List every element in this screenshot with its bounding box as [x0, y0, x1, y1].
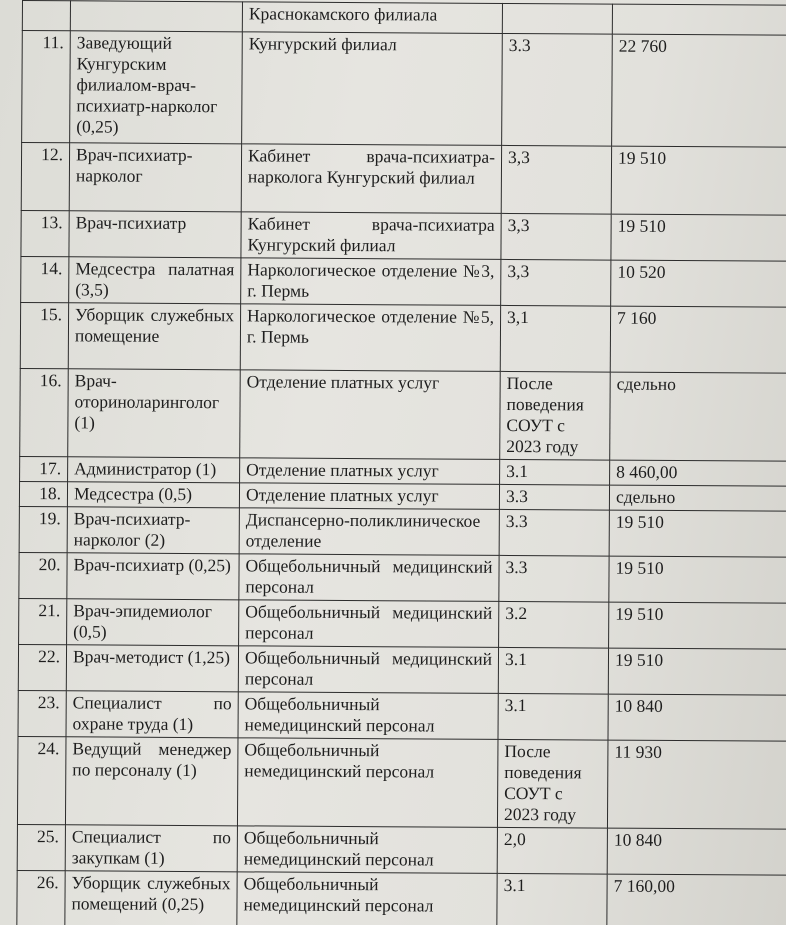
cell-salary: 22 760 [612, 34, 786, 147]
cell-class: 3.3 [502, 33, 613, 146]
table-row [21, 143, 786, 216]
cell-department: Кунгурский филиал [242, 32, 503, 146]
cell-position: Врач-психиатр [69, 211, 241, 258]
cell-class: 3,3 [501, 213, 611, 260]
cell-department: Общебольничный немедицинский персонал [237, 826, 497, 874]
cell-num: 13. [21, 210, 69, 256]
cell-num: 22. [18, 644, 66, 690]
cell-class [502, 3, 612, 34]
cell-num: 20. [19, 552, 67, 598]
cell-position: Врач-оториноларинголог (1) [68, 369, 241, 458]
cell-num: 16. [20, 368, 69, 456]
cell-num: 15. [20, 302, 68, 368]
cell-department: Наркологическое отделение №5, г. Пермь [240, 304, 500, 372]
table-row [20, 302, 786, 373]
cell-department: Общебольничный немедицинский персонал [238, 692, 498, 740]
cell-num: 17. [20, 456, 68, 481]
cell-position: Врач-психиатр-нарколог (2) [67, 507, 239, 554]
cell-salary: 10 520 [611, 260, 786, 307]
cell-position: Специалист по охране труда (1) [66, 691, 238, 738]
cell-salary: 19 510 [611, 214, 786, 261]
cell-position: Врач-психиатр (0,25) [67, 553, 239, 600]
cell-class: После поведения СОУТ с 2023 году [500, 371, 611, 460]
cell-department: Краснокамского филиала [242, 2, 502, 34]
table-row [22, 31, 786, 148]
cell-department: Общебольничный немедицинский персонал [237, 872, 497, 925]
table-row [18, 644, 786, 695]
cell-num: 25. [17, 824, 65, 870]
cell-position: Заведующий Кунгурским филиалом-врач-психиатр-нарколог (0,25) [70, 31, 243, 144]
table-row [17, 870, 786, 925]
cell-class: 3,1 [500, 305, 610, 372]
cell-department: Кабинет врача-психиатра-нарколога Кунгурский филиал [241, 144, 501, 214]
cell-num: 11. [22, 31, 71, 143]
cell-position: Врач-эпидемиолог (0,5) [67, 599, 239, 646]
cell-salary: 19 510 [611, 146, 786, 215]
table-row [21, 210, 786, 261]
cell-num: 14. [21, 256, 69, 302]
cell-salary [612, 4, 786, 35]
table-row [19, 598, 786, 649]
cell-salary: 19 510 [609, 602, 786, 649]
cell-salary: 10 840 [607, 828, 786, 875]
cell-class: 2,0 [497, 827, 607, 874]
table-row [19, 552, 786, 603]
cell-class: 3.3 [499, 509, 609, 556]
cell-department: Общебольничный медицинский персонал [239, 554, 499, 602]
cell-class: После поведения СОУТ с 2023 году [497, 739, 608, 828]
cell-department: Отделение платных услуг [239, 483, 499, 510]
cell-class: 3.3 [499, 555, 609, 602]
cell-department: Кабинет врача-психиатра Кунгурский филиал [241, 212, 501, 260]
cell-salary: 7 160,00 [607, 874, 786, 925]
staff-table [16, 0, 786, 925]
cell-num: 18. [19, 481, 67, 506]
cell-department: Диспансерно-поликлиническое отделение [239, 508, 499, 556]
cell-class: 3.1 [497, 873, 607, 925]
table-row [19, 506, 786, 557]
cell-position: Специалист по закупкам (1) [65, 825, 237, 872]
cell-position: Уборщик служебных помещений (0,25) [65, 871, 237, 925]
cell-class: 3.1 [498, 693, 608, 740]
cell-position: Администратор (1) [68, 457, 240, 483]
table-row-header-continuation [22, 1, 786, 36]
cell-class: 3.1 [498, 647, 608, 694]
table-row [21, 256, 786, 307]
cell-department: Общебольничный медицинский персонал [238, 646, 498, 694]
cell-position: Врач-методист (1,25) [66, 645, 238, 692]
cell-num: 26. [17, 870, 65, 925]
cell-department: Отделение платных услуг [240, 370, 501, 460]
cell-num: 23. [18, 690, 66, 736]
cell-salary: 19 510 [608, 648, 786, 695]
cell-class: 3.3 [499, 484, 609, 510]
cell-salary: 19 510 [609, 510, 786, 557]
cell-department: Общебольничный медицинский персонал [239, 600, 499, 648]
cell-class: 3,3 [501, 259, 611, 306]
cell-position: Ведущий менеджер по персоналу (1) [65, 737, 238, 826]
cell-salary: 10 840 [608, 694, 786, 741]
cell-salary: 7 160 [610, 306, 786, 373]
cell-class: 3.1 [500, 459, 610, 485]
cell-salary: сдельно [609, 485, 786, 511]
cell-salary: 8 460,00 [610, 460, 786, 486]
table-row [17, 736, 786, 829]
cell-class: 3,3 [501, 145, 611, 214]
cell-salary: 19 510 [609, 556, 786, 603]
table-row [20, 368, 786, 461]
cell-department: Отделение платных услуг [240, 458, 500, 485]
cell-position: Врач-психиатр-нарколог [69, 143, 241, 212]
cell-position [70, 1, 242, 32]
cell-num: 24. [17, 736, 66, 824]
cell-salary: сдельно [610, 372, 786, 461]
cell-num [22, 1, 70, 31]
cell-num: 19. [19, 506, 67, 552]
cell-class: 3.2 [499, 601, 609, 648]
cell-num: 21. [19, 598, 67, 644]
cell-position: Медсестра (0,5) [67, 482, 239, 508]
cell-position: Медсестра палатная (3,5) [69, 257, 241, 304]
table-row [18, 690, 786, 741]
table-row [17, 824, 786, 875]
cell-department: Общебольничный немедицинский персонал [237, 738, 498, 828]
cell-salary: 11 930 [607, 740, 786, 829]
cell-department: Наркологическое отделение №3, г. Пермь [241, 258, 501, 306]
cell-position: Уборщик служебных помещение [68, 303, 240, 370]
cell-num: 12. [21, 143, 69, 211]
